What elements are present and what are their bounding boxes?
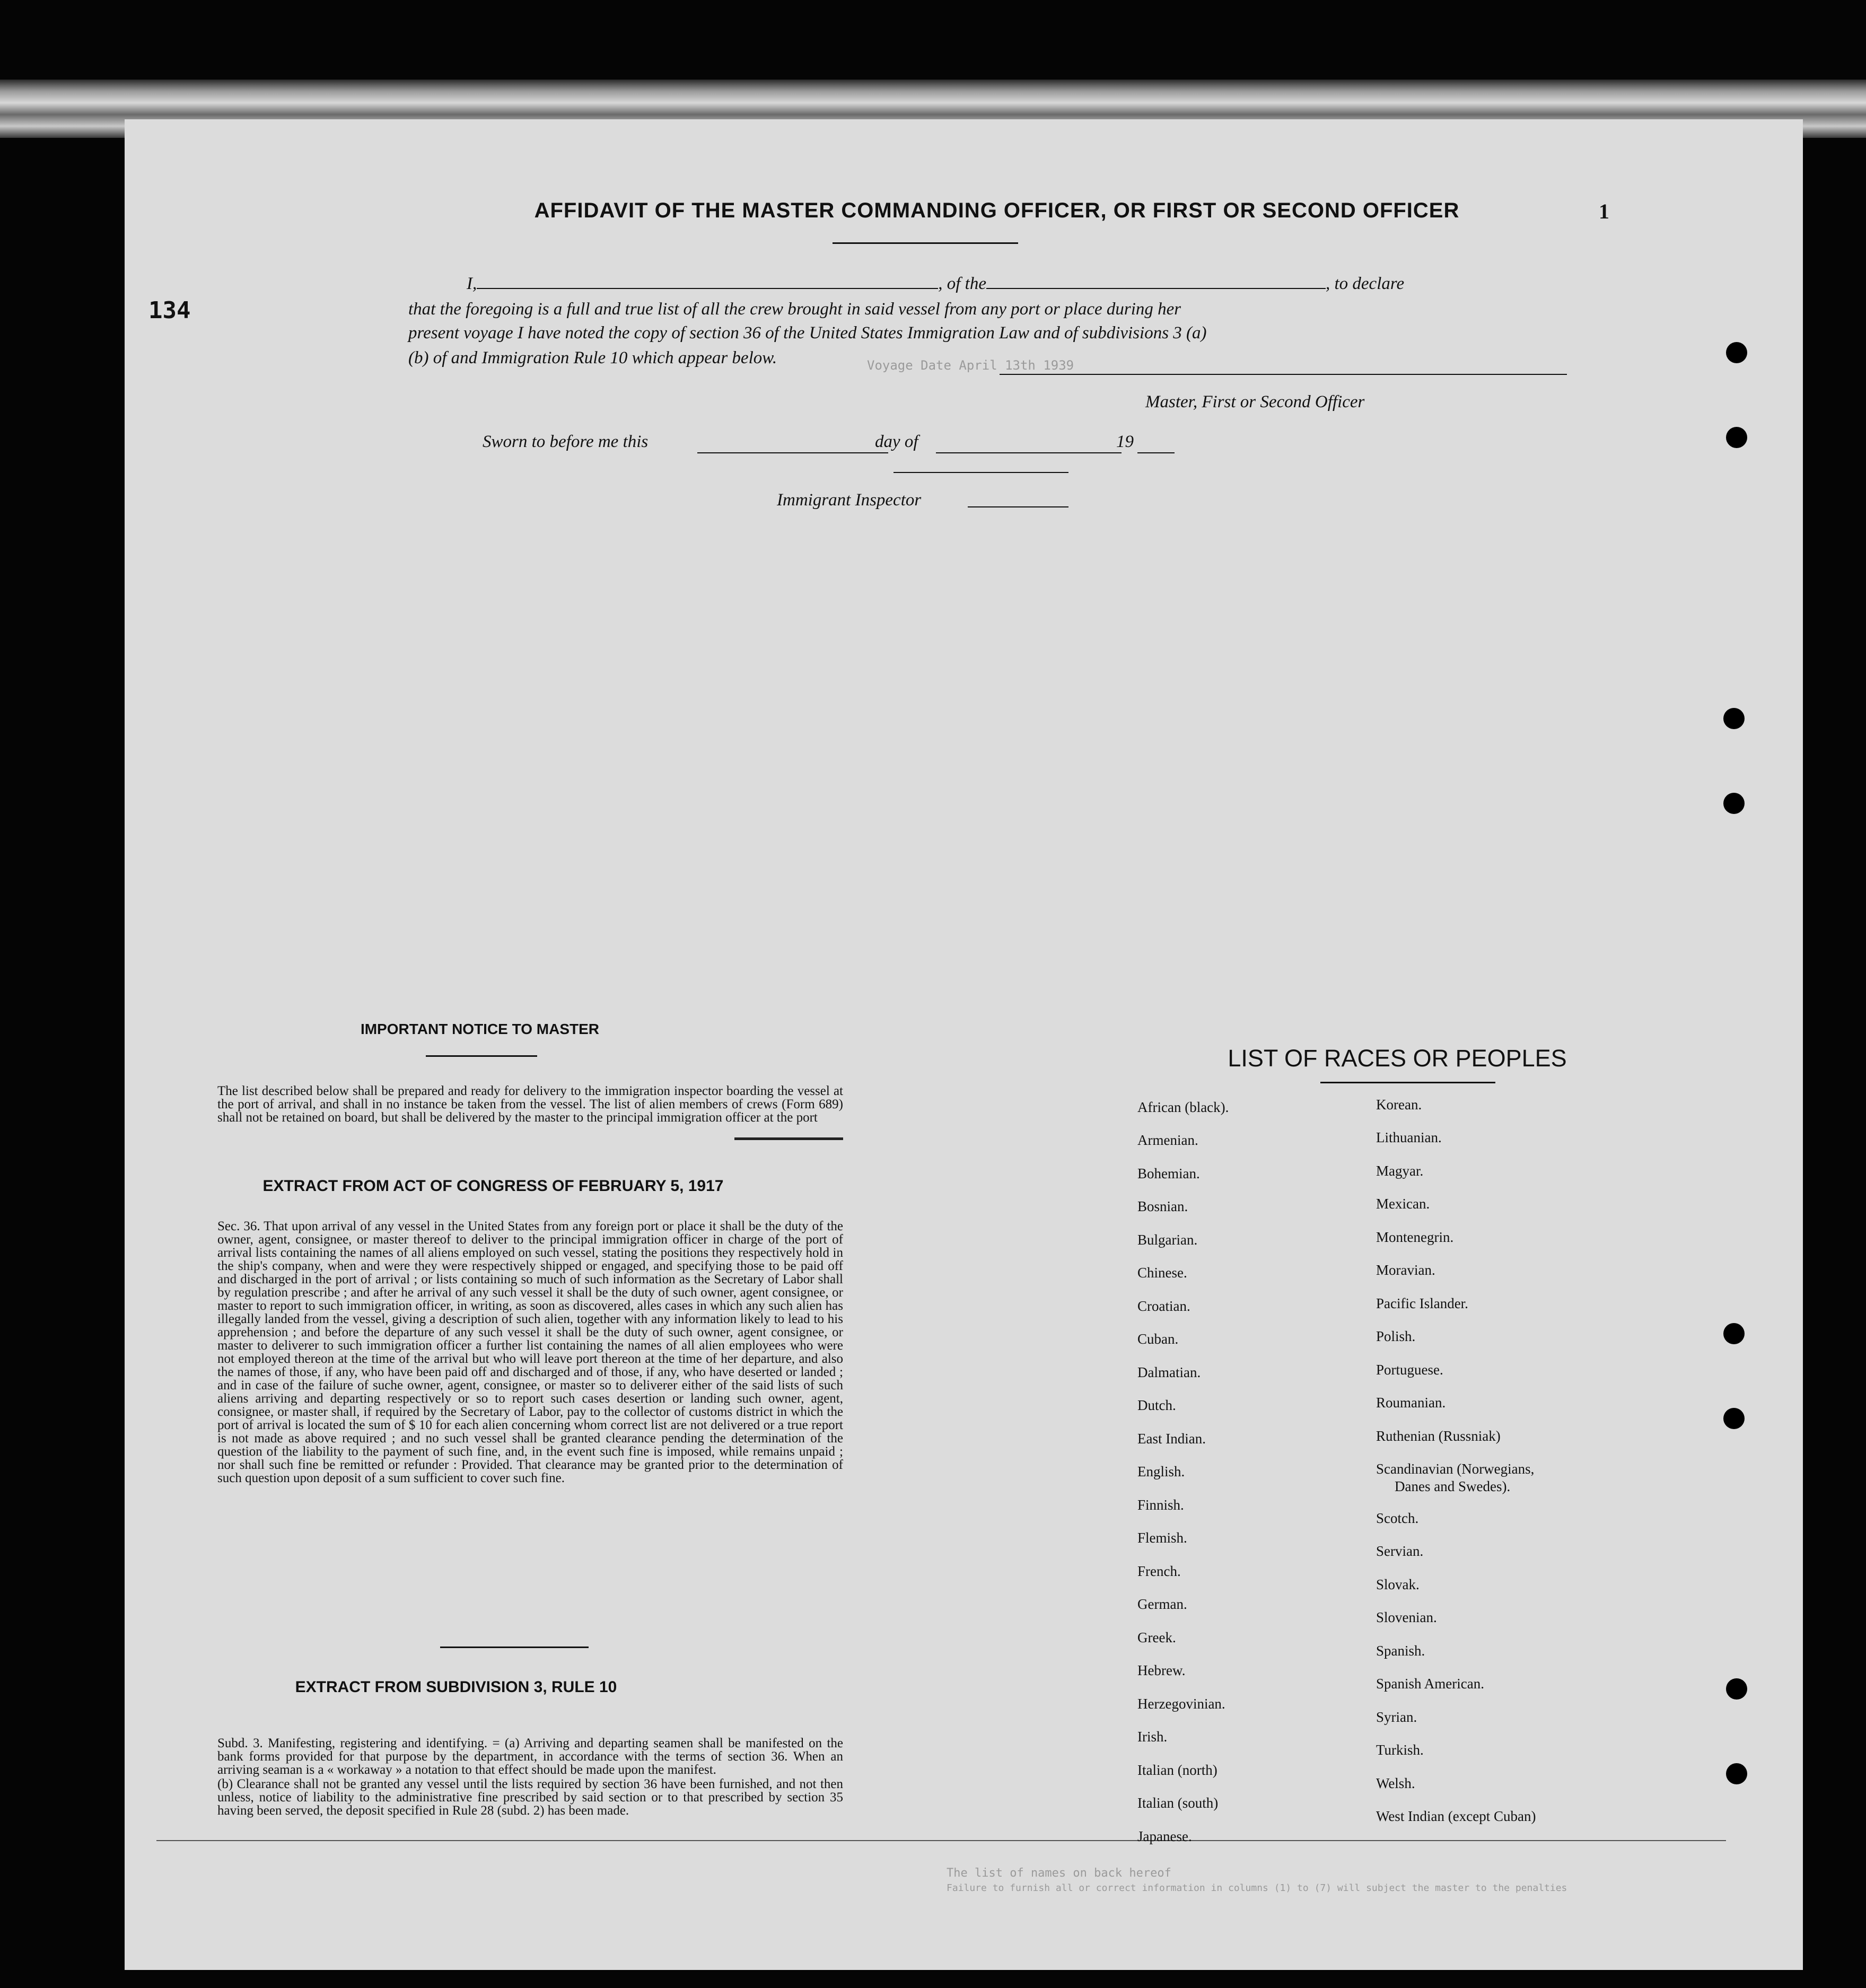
race-item: Chinese. [1137, 1265, 1187, 1281]
race-item: Scotch. [1376, 1510, 1419, 1526]
race-item: Hebrew. [1137, 1662, 1186, 1678]
signature-label: Master, First or Second Officer [1145, 392, 1365, 411]
race-item: Irish. [1137, 1729, 1168, 1745]
race-item: Slovenian. [1376, 1609, 1437, 1625]
inspector-label: Immigrant Inspector [777, 491, 922, 510]
race-item: Syrian. [1376, 1709, 1417, 1725]
race-item: Dutch. [1137, 1397, 1176, 1413]
punch-hole [1723, 793, 1745, 814]
sworn-text: Sworn to before me this [483, 432, 649, 451]
race-item: Portuguese. [1376, 1362, 1443, 1378]
race-item: Montenegrin. [1376, 1229, 1454, 1245]
bleed-through-line-1: Voyage Date April 13th 1939 [867, 358, 1074, 373]
title-rule [833, 242, 1018, 244]
notice-heading: IMPORTANT NOTICE TO MASTER [360, 1021, 600, 1037]
race-item: Magyar. [1376, 1163, 1424, 1179]
year-prefix: 19 [1116, 432, 1134, 451]
race-item: French. [1137, 1563, 1181, 1579]
race-item: Greek. [1137, 1630, 1176, 1645]
race-item: German. [1137, 1596, 1187, 1612]
bottom-rule [156, 1840, 1726, 1841]
margin-page-number: 134 [148, 297, 191, 324]
race-item: Polish. [1376, 1328, 1416, 1344]
race-item: Bosnian. [1137, 1198, 1188, 1214]
race-item: Croatian. [1137, 1298, 1190, 1314]
race-item: English. [1137, 1464, 1185, 1479]
race-item: Moravian. [1376, 1262, 1435, 1278]
rule-extract-text-a: Subd. 3. Manifesting, registering and identifying. = (a) Arriving and departing seamen shall be manifested on the bank forms provided for that purpose by the department, in accordance with the terms of section 36. When an arriving seaman is a « workaway » a notation to that effect should be made upon the manifest. [217, 1736, 843, 1777]
affidavit-title: AFFIDAVIT OF THE MASTER COMMANDING OFFICER, OR FIRST OR SECOND OFFICER [534, 199, 1460, 222]
declaration-line-4: (b) of and Immigration Rule 10 which appear below. [408, 348, 777, 367]
month-blank[interactable] [936, 452, 1122, 453]
declaration-line-1 [467, 274, 1570, 294]
affidavit-page [125, 119, 1803, 1970]
inspector-signature-line[interactable] [893, 472, 1068, 473]
races-rule [1320, 1082, 1495, 1083]
race-item: Dalmatian. [1137, 1364, 1201, 1380]
notice-text: The list described below shall be prepared and ready for delivery to the immigration inspector boarding the vessel at the port of arrival, and shall in no instance be taken from the vessel. The list of alien members of crews (Form 689) shall not be retained on board, but shall be delivered by the master to the principal immigration officer at the port [217, 1084, 843, 1125]
rule-extract-heading: EXTRACT FROM SUBDIVISION 3, RULE 10 [295, 1678, 617, 1696]
race-item: Flemish. [1137, 1530, 1187, 1546]
race-item: Mexican. [1376, 1196, 1430, 1212]
race-item: West Indian (except Cuban) [1376, 1808, 1536, 1824]
race-item: Bulgarian. [1137, 1232, 1198, 1248]
race-item: Ruthenian (Russniak) [1376, 1428, 1501, 1444]
name-blank[interactable] [477, 288, 938, 289]
race-item: Bohemian. [1137, 1166, 1200, 1181]
rule-extract-text-b: (b) Clearance shall not be granted any vessel until the lists required by section 36 have been furnished, and not then unless, notice of liability to the administrative fine prescribed by said section or to that prescribed by section 35 having been served, the deposit specified in Rule 28 (subd. 2) has been made. [217, 1777, 843, 1818]
race-item: Herzegovinian. [1137, 1696, 1225, 1712]
race-item: Slovak. [1376, 1577, 1420, 1592]
punch-hole [1723, 708, 1745, 729]
race-item: Spanish. [1376, 1643, 1425, 1659]
race-item: East Indian. [1137, 1431, 1206, 1447]
bleed-through-line-3: Failure to furnish all or correct information in columns (1) to (7) will subject the master to the penalties [947, 1882, 1567, 1894]
race-item: Armenian. [1137, 1132, 1198, 1148]
bleed-through-line-2: The list of names on back hereof [947, 1867, 1171, 1880]
declaration-i: I, [467, 274, 477, 293]
declaration-to-declare: , to declare [1325, 274, 1405, 293]
vessel-blank[interactable] [986, 288, 1326, 289]
declaration-line-2: that the foregoing is a full and true list of all the crew brought in said vessel from any port or place during her [408, 300, 1181, 319]
race-item: African (black). [1137, 1099, 1229, 1115]
day-of-text: day of [875, 432, 918, 451]
punch-hole [1726, 427, 1747, 448]
page-mark: 1 [1599, 199, 1609, 223]
punch-hole [1726, 342, 1747, 363]
race-item: Italian (north) [1137, 1762, 1217, 1778]
race-item: Lithuanian. [1376, 1129, 1442, 1145]
day-blank[interactable] [697, 452, 888, 453]
race-item: Turkish. [1376, 1742, 1424, 1758]
punch-hole [1726, 1678, 1747, 1700]
race-item: Servian. [1376, 1543, 1424, 1559]
act-extract-heading: EXTRACT FROM ACT OF CONGRESS OF FEBRUARY 5, 1917 [262, 1177, 724, 1195]
declaration-line-3: present voyage I have noted the copy of section 36 of the United States Immigration Law and of subdivisions 3 (a) [408, 323, 1207, 343]
notice-rule [426, 1055, 537, 1057]
act-extract-rule [440, 1647, 589, 1648]
race-item: Pacific Islander. [1376, 1295, 1468, 1311]
declaration-of-the: , of the [938, 274, 986, 293]
inspector-blank[interactable] [968, 506, 1068, 507]
race-item: Welsh. [1376, 1775, 1415, 1791]
signature-line[interactable] [1000, 374, 1567, 375]
race-item: Finnish. [1137, 1497, 1184, 1513]
punch-hole [1723, 1323, 1745, 1344]
act-extract-text: Sec. 36. That upon arrival of any vessel in the United States from any foreign port or place it shall be the duty of the owner, agent, consignee, or master thereof to deliver to the principal immigration officer in charge of the port of arrival lists containing the names of all aliens employed on such vessel, stating the positions they respectively hold in the ship's company, when and were they were respectively shipped or engaged, and specifying those to be paid off and discharged in the port of arrival ; or lists containing so much of such information as the Secretary of Labor shall by regulation prescribe ; and after he arrival of any such vessel it shall be the duty of such owner, agent consignee, or master to report to such immigration officer, in writing, as soon as discovered, alles cases in which any such alien has illegally landed from the vessel, giving a description of such alien, together with any information likely to lead to his apprehension ; and before the departure of any such vessel it shall be the duty of such owner, agent consignee, or master to deliverer to such immigration officer a further list containing the names of all alien employees who were not employed thereon at the time of the arrival but who will leave port thereon at the time of her departure, and also the names of those, if any, who have been paid off and discharged and of those, if any, who have deserted or landed ; and in case of the failure of suche owner, agent, consignee, or master so to deliverer either of the said lists of such aliens arriving and departing respectively or so to report such cases desertion or landing such owner, agent, consignee, or master shall, if required by the Secretary of Labor, pay to the collector of customs district in which the port of arrival is located the sum of $ 10 for each alien concerning whom correct list are not delivered or a true report is not made as above required ; and no such vessel shall be granted clearance pending the determination of the question of the liability to the payment of such fine, and, in the event such fine is imposed, while remains unpaid ; nor shall such fine be remitted or refunder : Provided. That clearance may be granted prior to the determination of such question upon deposit of a sum sufficient to cover such fine. [217, 1219, 843, 1485]
races-heading: LIST OF RACES OR PEOPLES [1228, 1045, 1567, 1072]
race-item: Korean. [1376, 1097, 1422, 1113]
race-item: Roumanian. [1376, 1395, 1446, 1411]
punch-hole [1726, 1763, 1747, 1784]
race-item: Cuban. [1137, 1331, 1179, 1347]
race-item: Spanish American. [1376, 1676, 1484, 1692]
race-item: Japanese. [1137, 1828, 1192, 1844]
punch-hole [1723, 1408, 1745, 1429]
year-blank[interactable] [1137, 452, 1175, 453]
race-item-continuation: Danes and Swedes). [1395, 1478, 1511, 1494]
race-item: Italian (south) [1137, 1795, 1219, 1811]
race-item: Scandinavian (Norwegians, [1376, 1461, 1535, 1477]
notice-cutoff-rule [734, 1137, 843, 1140]
